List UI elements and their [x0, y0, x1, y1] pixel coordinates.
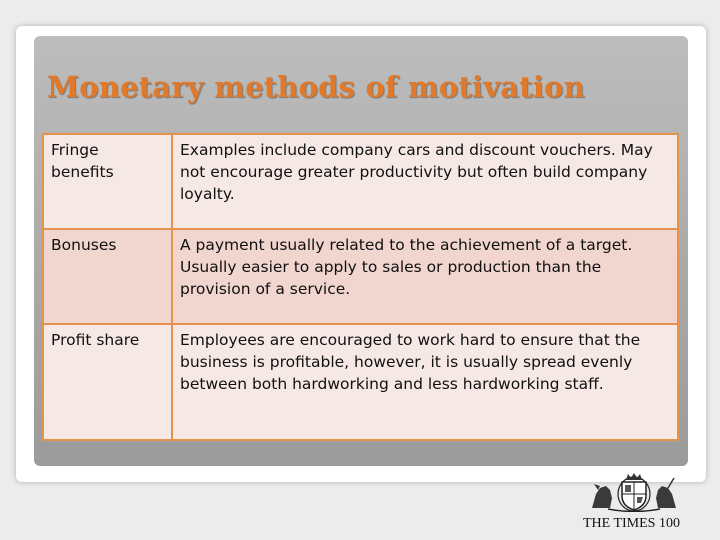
row-label: Profit share	[43, 324, 172, 440]
slide-title: Monetary methods of motivation	[47, 70, 585, 104]
row-description: Examples include company cars and discount vouchers. May not encourage greater productivity but often build company loyalty.	[172, 134, 678, 229]
row-label: Bonuses	[43, 229, 172, 324]
row-label: Fringe benefits	[43, 134, 172, 229]
row-description: Employees are encouraged to work hard to ensure that the business is profitable, however, it is usually spread evenly between both hardworking and less hardworking staff.	[172, 324, 678, 440]
times-crest-icon	[588, 472, 680, 512]
table-row	[43, 229, 678, 324]
table-row	[43, 134, 678, 229]
times-100-caption: THE TIMES 100	[583, 516, 680, 531]
row-description: A payment usually related to the achievement of a target. Usually easier to apply to sales or production than the provision of a service.	[172, 229, 678, 324]
motivation-table	[42, 133, 679, 441]
table-row	[43, 324, 678, 440]
